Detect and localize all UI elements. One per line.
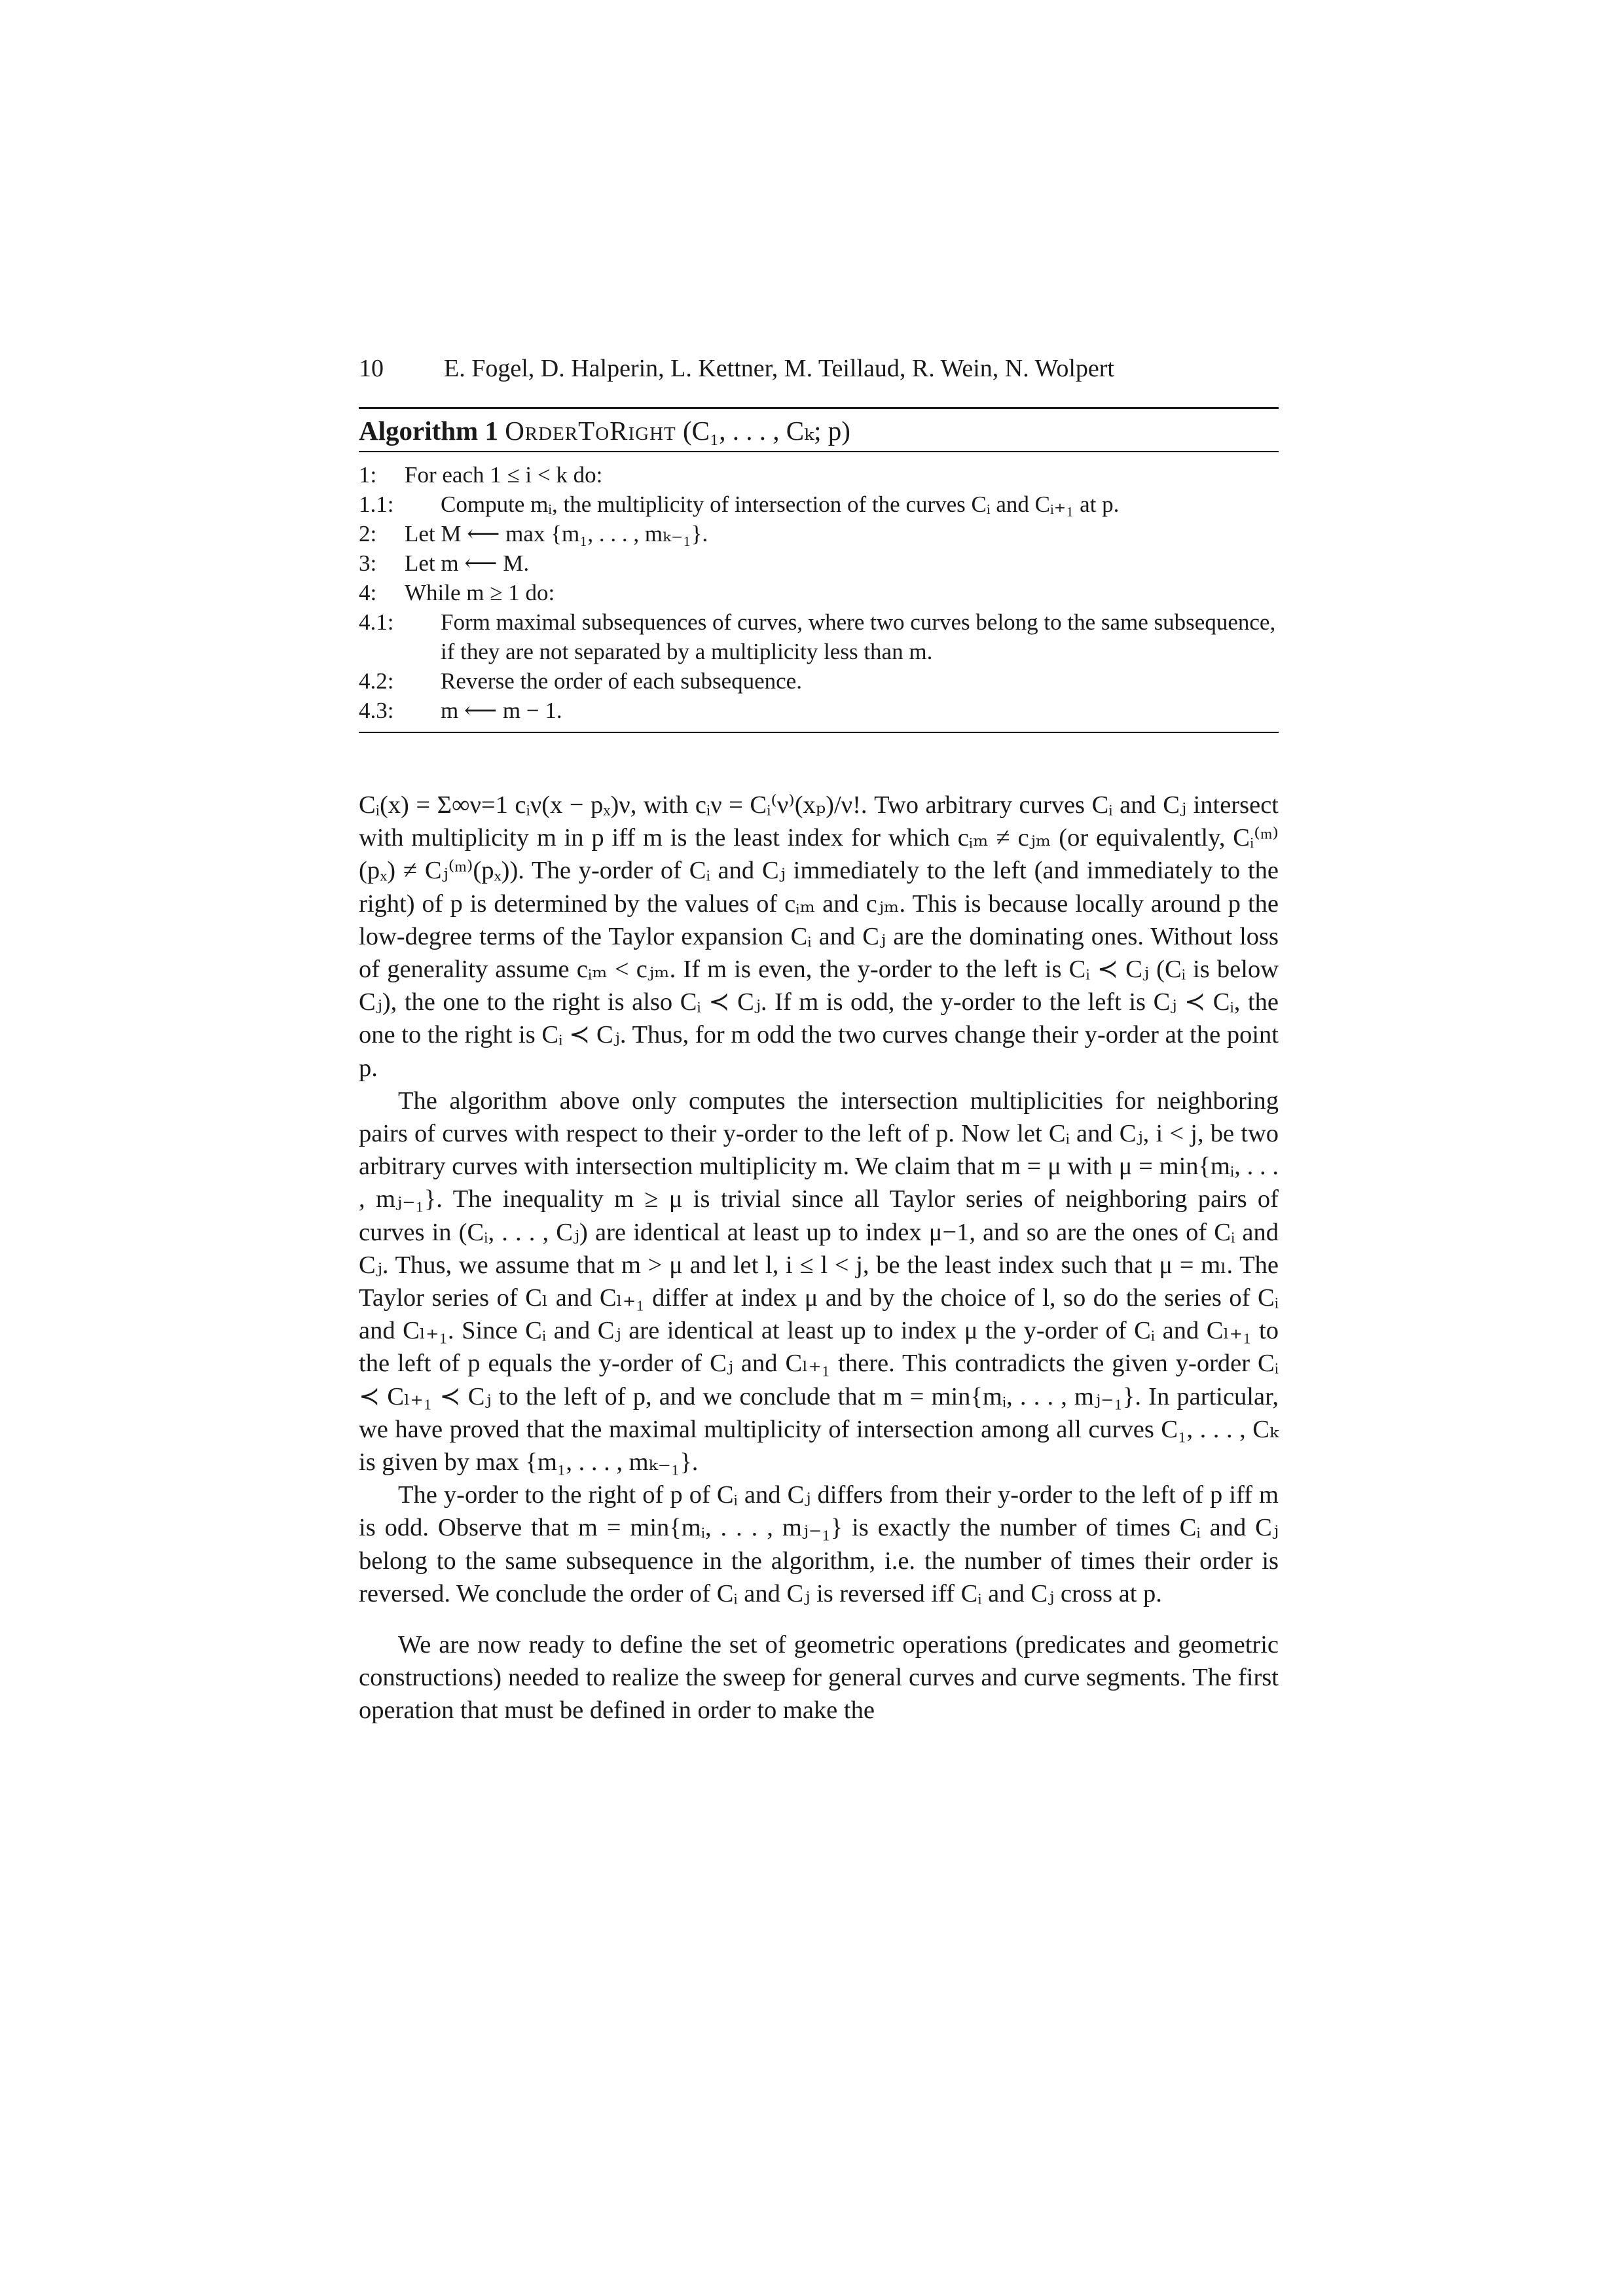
- step-text: While m ≥ 1 do:: [405, 580, 555, 605]
- step-number: 1:: [359, 462, 377, 488]
- step-text: Form maximal subsequences of curves, where two curves belong to the same subsequence, if they are not separated by a multiplicity less than m.: [441, 609, 1276, 664]
- algorithm-step: [359, 607, 1279, 666]
- algorithm-label: Algorithm 1: [359, 416, 498, 446]
- step-number: 3:: [359, 550, 377, 576]
- step-text: Reverse the order of each subsequence.: [441, 668, 802, 694]
- paragraph: The algorithm above only computes the intersection multiplicities for neighboring pairs of curves with respect to their y-order to the left of p. Now let Cᵢ and Cⱼ, i < j, be two arbitrary curves with intersection multiplicity m. We claim that m = μ with μ = min{mᵢ, . . . , mⱼ₋₁}. The inequality m ≥ μ is trivial since all Taylor series of neighboring pairs of curves in (Cᵢ, . . . , Cⱼ) are identical at least up to index μ−1, and so are the ones of Cᵢ and Cⱼ. Thus, we assume that m > μ and let l, i ≤ l < j, be the least index such that μ = mₗ. The Taylor series of Cₗ and Cₗ₊₁ differ at index μ and by the choice of l, so do the series of Cᵢ and Cₗ₊₁. Since Cᵢ and Cⱼ are identical at least up to index μ the y-order of Cᵢ and Cₗ₊₁ to the left of p equals the y-order of Cⱼ and Cₗ₊₁ there. This contradicts the given y-order Cᵢ ≺ Cₗ₊₁ ≺ Cⱼ to the left of p, and we conclude that m = min{mᵢ, . . . , mⱼ₋₁}. In particular, we have proved that the maximal multiplicity of intersection among all curves C₁, . . . , Cₖ is given by max {m₁, . . . , mₖ₋₁}.: [359, 1086, 1279, 1477]
- body-text: [359, 789, 1279, 1727]
- step-number: 4.2:: [359, 668, 394, 694]
- algorithm-step: [359, 460, 1279, 490]
- algorithm-step: [359, 519, 1279, 548]
- algorithm-args: (C₁, . . . , Cₖ; p): [683, 416, 850, 446]
- paragraph: Cᵢ(x) = Σ∞ν=1 cᵢν(x − pₓ)ν, with cᵢν = Cᵢ⁽ν⁾(xₚ)/ν!. Two arbitrary curves Cᵢ and Cⱼ intersect with multiplicity m in p iff m is the least index for which cᵢₘ ≠ cⱼₘ (or equivalently, Cᵢ⁽ᵐ⁾(pₓ) ≠ Cⱼ⁽ᵐ⁾(pₓ)). The y-order of Cᵢ and Cⱼ immediately to the left (and immediately to the right) of p is determined by the values of cᵢₘ and cⱼₘ. This is because locally around p the low-degree terms of the Taylor expansion Cᵢ and Cⱼ are the dominating ones. Without loss of generality assume cᵢₘ < cⱼₘ. If m is even, the y-order to the left is Cᵢ ≺ Cⱼ (Cᵢ is below Cⱼ), the one to the right is also Cᵢ ≺ Cⱼ. If m is odd, the y-order to the left is Cⱼ ≺ Cᵢ, the one to the right is Cᵢ ≺ Cⱼ. Thus, for m odd the two curves change their y-order at the point p.: [359, 791, 1279, 1082]
- paragraph: We are now ready to define the set of geometric operations (predicates and geometric constructions) needed to realize the sweep for general curves and curve segments. The first operation that must be defined in order to make the: [359, 1631, 1279, 1725]
- running-head: [359, 353, 1275, 384]
- algorithm-box: [359, 407, 1279, 733]
- step-number: 4.3:: [359, 698, 394, 723]
- step-text: Let M ⟵ max {m₁, . . . , mₖ₋₁}.: [405, 521, 708, 547]
- algorithm-bottom-rule: [359, 732, 1279, 733]
- step-text: Compute mᵢ, the multiplicity of intersection of the curves Cᵢ and Cᵢ₊₁ at p.: [441, 492, 1120, 517]
- step-number: 1.1:: [359, 492, 394, 517]
- step-text: Let m ⟵ M.: [405, 550, 530, 576]
- paragraph: The y-order to the right of p of Cᵢ and Cⱼ differs from their y-order to the left of p iff m is odd. Observe that m = min{mᵢ, . . . , mⱼ₋₁} is exactly the number of times Cᵢ and Cⱼ belong to the same subsequence in the algorithm, i.e. the number of times their order is reversed. We conclude the order of Cᵢ and Cⱼ is reversed iff Cᵢ and Cⱼ cross at p.: [359, 1481, 1279, 1607]
- algorithm-step: [359, 696, 1279, 725]
- step-number: 4.1:: [359, 609, 394, 635]
- step-text: For each 1 ≤ i < k do:: [405, 462, 603, 488]
- algorithm-step: [359, 578, 1279, 607]
- algorithm-step: [359, 548, 1279, 578]
- algorithm-caption: [359, 409, 1279, 451]
- algorithm-step: [359, 490, 1279, 519]
- step-number: 2:: [359, 521, 377, 547]
- author-list: E. Fogel, D. Halperin, L. Kettner, M. Teillaud, R. Wein, N. Wolpert: [444, 355, 1114, 382]
- algorithm-step: [359, 666, 1279, 696]
- step-number: 4:: [359, 580, 377, 605]
- step-text: m ⟵ m − 1.: [441, 698, 562, 723]
- algorithm-steps: [359, 452, 1279, 732]
- page-number: 10: [359, 355, 384, 382]
- algorithm-name: OrderToRight: [505, 416, 676, 446]
